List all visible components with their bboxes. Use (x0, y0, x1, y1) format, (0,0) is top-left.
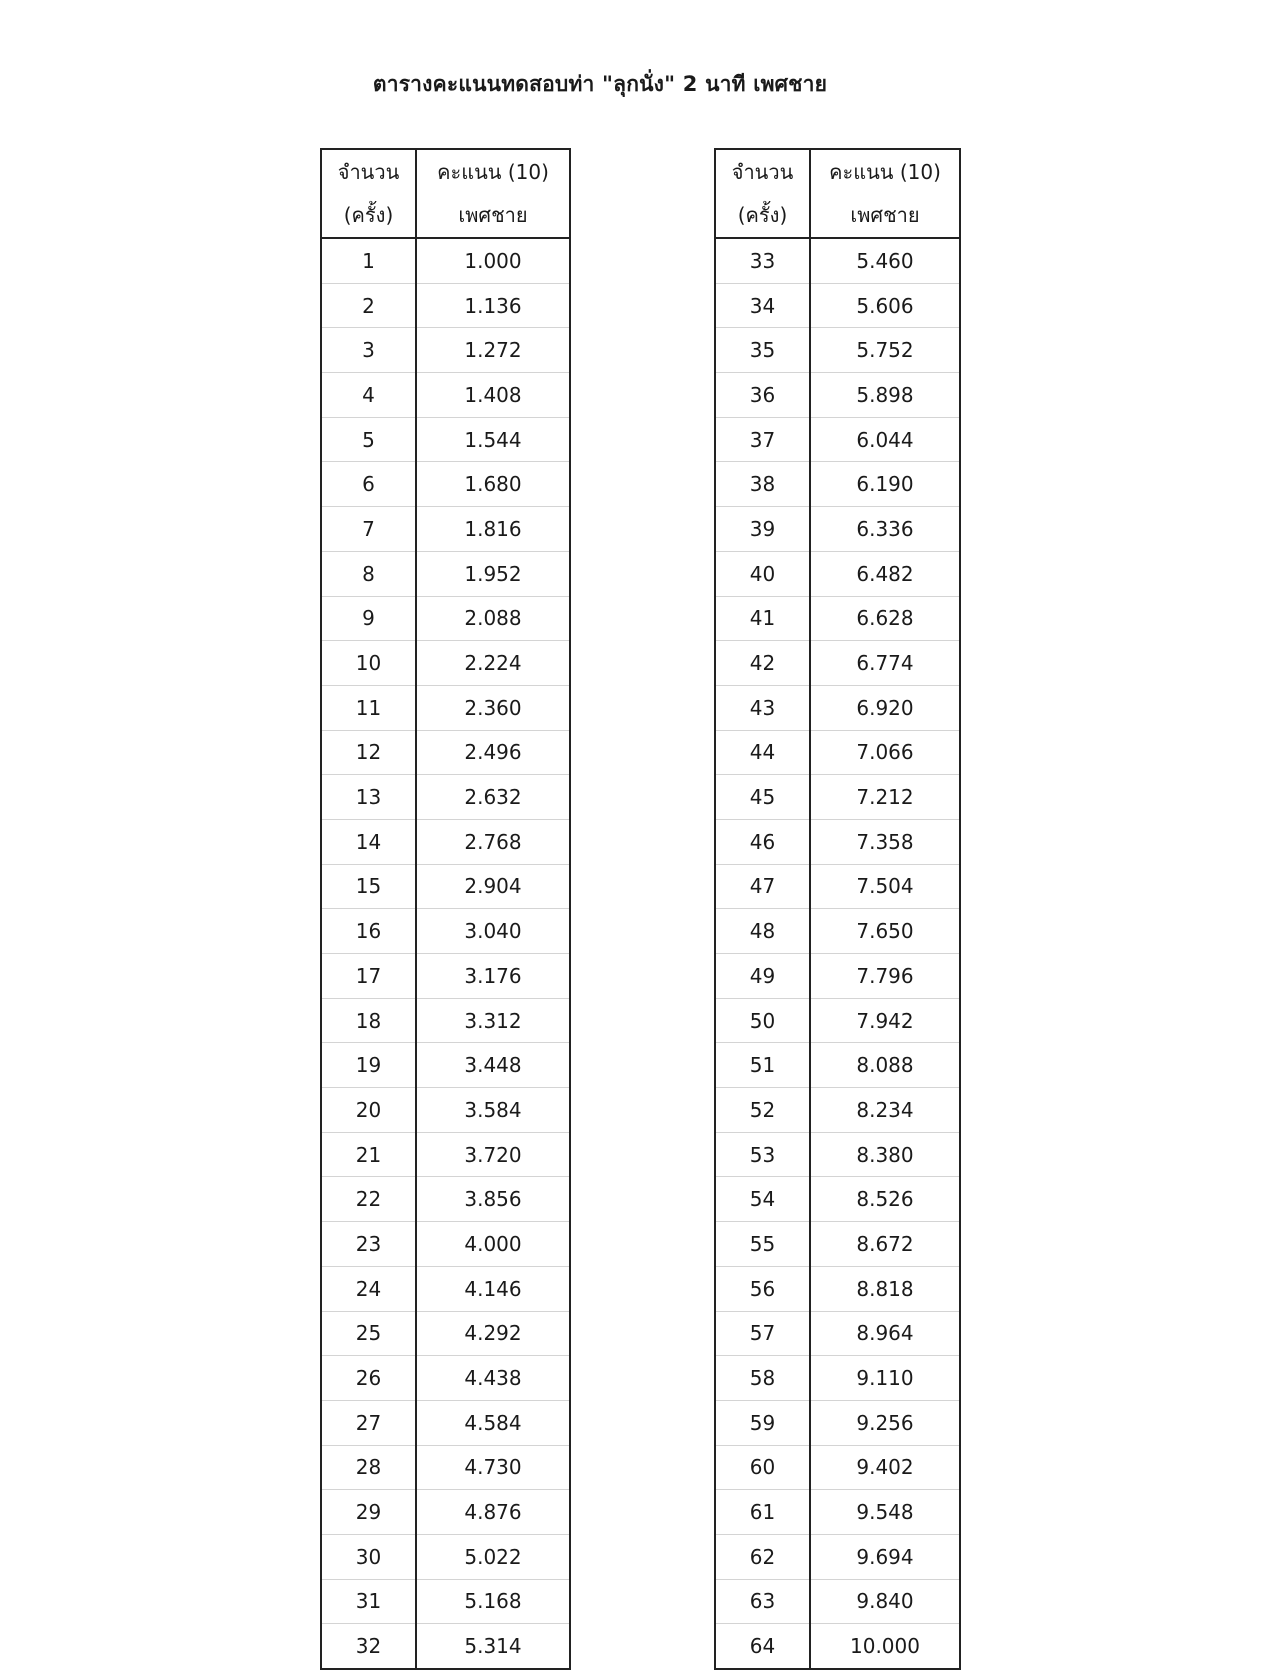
count-cell: 52 (715, 1088, 810, 1133)
score-cell: 6.044 (810, 417, 960, 462)
table-row (715, 328, 960, 373)
page-title: ตารางคะแนนทดสอบท่า "ลุกนั่ง" 2 นาที เพศชาย (372, 72, 828, 96)
count-cell: 19 (321, 1043, 416, 1088)
score-cell: 5.168 (416, 1579, 570, 1624)
score-cell: 4.584 (416, 1400, 570, 1445)
score-cell: 4.146 (416, 1266, 570, 1311)
count-cell: 28 (321, 1445, 416, 1490)
table-row (715, 909, 960, 954)
table-row (321, 507, 570, 552)
count-cell: 9 (321, 596, 416, 641)
score-cell: 3.720 (416, 1132, 570, 1177)
table-row (321, 1222, 570, 1267)
score-cell: 8.234 (810, 1088, 960, 1133)
score-cell: 5.314 (416, 1624, 570, 1669)
count-cell: 44 (715, 730, 810, 775)
count-cell: 21 (321, 1132, 416, 1177)
score-cell: 4.292 (416, 1311, 570, 1356)
score-cell: 1.816 (416, 507, 570, 552)
table-row (715, 1400, 960, 1445)
count-cell: 26 (321, 1356, 416, 1401)
score-cell: 1.000 (416, 238, 570, 283)
count-cell: 48 (715, 909, 810, 954)
count-cell: 55 (715, 1222, 810, 1267)
count-cell: 46 (715, 819, 810, 864)
score-cell: 7.358 (810, 819, 960, 864)
table-row (715, 596, 960, 641)
score-cell: 3.312 (416, 998, 570, 1043)
table-row (715, 1177, 960, 1222)
count-cell: 53 (715, 1132, 810, 1177)
table-row (321, 373, 570, 418)
score-cell: 8.526 (810, 1177, 960, 1222)
score-cell: 6.920 (810, 685, 960, 730)
score-cell: 6.628 (810, 596, 960, 641)
score-cell: 6.190 (810, 462, 960, 507)
table-row (321, 462, 570, 507)
table-row (321, 1445, 570, 1490)
count-cell: 15 (321, 864, 416, 909)
score-cell: 7.066 (810, 730, 960, 775)
table-row (715, 238, 960, 283)
score-header-line2: เพศชาย (850, 202, 920, 227)
count-cell: 6 (321, 462, 416, 507)
score-cell: 5.752 (810, 328, 960, 373)
count-cell: 39 (715, 507, 810, 552)
table-row (321, 641, 570, 686)
count-cell: 12 (321, 730, 416, 775)
count-cell: 18 (321, 998, 416, 1043)
score-cell: 6.336 (810, 507, 960, 552)
score-cell: 4.000 (416, 1222, 570, 1267)
count-header-line2: (ครั้ง) (343, 202, 394, 227)
table-row (715, 998, 960, 1043)
count-header (715, 149, 810, 238)
count-cell: 38 (715, 462, 810, 507)
count-cell: 16 (321, 909, 416, 954)
table-row (321, 1132, 570, 1177)
score-header-line1: คะแนน (10) (437, 159, 549, 184)
count-cell: 36 (715, 373, 810, 418)
count-cell: 50 (715, 998, 810, 1043)
count-cell: 23 (321, 1222, 416, 1267)
table-row (321, 596, 570, 641)
table-row (715, 462, 960, 507)
score-cell: 1.136 (416, 283, 570, 328)
count-cell: 34 (715, 283, 810, 328)
score-cell: 2.904 (416, 864, 570, 909)
score-cell: 2.496 (416, 730, 570, 775)
table-row (321, 1579, 570, 1624)
score-cell: 3.856 (416, 1177, 570, 1222)
table-row (321, 283, 570, 328)
table-row (715, 1222, 960, 1267)
count-cell: 3 (321, 328, 416, 373)
count-cell: 32 (321, 1624, 416, 1669)
score-cell: 6.774 (810, 641, 960, 686)
score-cell: 1.272 (416, 328, 570, 373)
count-cell: 56 (715, 1266, 810, 1311)
count-cell: 49 (715, 954, 810, 999)
score-cell: 9.548 (810, 1490, 960, 1535)
count-cell: 17 (321, 954, 416, 999)
count-cell: 42 (715, 641, 810, 686)
table-row (321, 909, 570, 954)
table-row (715, 551, 960, 596)
table-row (715, 864, 960, 909)
count-cell: 51 (715, 1043, 810, 1088)
table-header-row (321, 149, 570, 238)
count-cell: 54 (715, 1177, 810, 1222)
table-row (715, 1356, 960, 1401)
table-row (321, 417, 570, 462)
count-cell: 41 (715, 596, 810, 641)
score-header (416, 149, 570, 238)
table-row (321, 1534, 570, 1579)
count-cell: 59 (715, 1400, 810, 1445)
table-row (715, 1534, 960, 1579)
count-cell: 30 (321, 1534, 416, 1579)
table-row (715, 283, 960, 328)
table-row (321, 238, 570, 283)
count-header-line2: (ครั้ง) (737, 202, 788, 227)
score-cell: 2.224 (416, 641, 570, 686)
count-cell: 37 (715, 417, 810, 462)
count-cell: 8 (321, 551, 416, 596)
score-cell: 9.840 (810, 1579, 960, 1624)
score-cell: 9.402 (810, 1445, 960, 1490)
table-row (715, 1445, 960, 1490)
score-cell: 5.460 (810, 238, 960, 283)
count-cell: 40 (715, 551, 810, 596)
table-row (715, 775, 960, 820)
score-cell: 3.040 (416, 909, 570, 954)
count-cell: 11 (321, 685, 416, 730)
table-row (715, 1132, 960, 1177)
score-cell: 1.952 (416, 551, 570, 596)
table-row (321, 1266, 570, 1311)
count-cell: 2 (321, 283, 416, 328)
table-row (321, 328, 570, 373)
table-row (715, 641, 960, 686)
score-cell: 8.672 (810, 1222, 960, 1267)
count-cell: 35 (715, 328, 810, 373)
score-cell: 9.694 (810, 1534, 960, 1579)
count-header-line1: จำนวน (731, 159, 794, 184)
table-row (715, 1624, 960, 1669)
table-row (321, 1311, 570, 1356)
table-row (715, 954, 960, 999)
table-row (321, 1088, 570, 1133)
score-header-line2: เพศชาย (458, 202, 528, 227)
count-cell: 1 (321, 238, 416, 283)
count-cell: 4 (321, 373, 416, 418)
table-row (715, 507, 960, 552)
table-row (321, 998, 570, 1043)
score-cell: 7.650 (810, 909, 960, 954)
count-header-line1: จำนวน (337, 159, 400, 184)
table-row (715, 373, 960, 418)
score-cell: 5.898 (810, 373, 960, 418)
count-cell: 61 (715, 1490, 810, 1535)
count-cell: 29 (321, 1490, 416, 1535)
score-table-right-body (715, 238, 960, 1669)
table-row (321, 775, 570, 820)
table-row (321, 551, 570, 596)
score-cell: 3.176 (416, 954, 570, 999)
table-row (321, 1177, 570, 1222)
count-cell: 25 (321, 1311, 416, 1356)
score-cell: 8.380 (810, 1132, 960, 1177)
score-header (810, 149, 960, 238)
score-cell: 2.088 (416, 596, 570, 641)
score-cell: 3.448 (416, 1043, 570, 1088)
table-row (321, 685, 570, 730)
score-cell: 7.212 (810, 775, 960, 820)
score-cell: 2.632 (416, 775, 570, 820)
table-row (715, 685, 960, 730)
count-cell: 14 (321, 819, 416, 864)
table-row (715, 730, 960, 775)
score-cell: 8.088 (810, 1043, 960, 1088)
table-row (715, 1311, 960, 1356)
score-cell: 1.680 (416, 462, 570, 507)
count-cell: 31 (321, 1579, 416, 1624)
score-cell: 8.818 (810, 1266, 960, 1311)
table-row (715, 1579, 960, 1624)
count-cell: 13 (321, 775, 416, 820)
score-cell: 1.544 (416, 417, 570, 462)
score-cell: 8.964 (810, 1311, 960, 1356)
score-cell: 5.606 (810, 283, 960, 328)
score-cell: 10.000 (810, 1624, 960, 1669)
table-row (321, 1490, 570, 1535)
table-header-row (715, 149, 960, 238)
score-cell: 4.876 (416, 1490, 570, 1535)
score-table-right (714, 148, 961, 1670)
count-cell: 45 (715, 775, 810, 820)
score-cell: 7.942 (810, 998, 960, 1043)
table-row (715, 1490, 960, 1535)
count-cell: 63 (715, 1579, 810, 1624)
table-row (715, 1266, 960, 1311)
table-row (321, 954, 570, 999)
score-cell: 5.022 (416, 1534, 570, 1579)
count-cell: 24 (321, 1266, 416, 1311)
count-cell: 60 (715, 1445, 810, 1490)
count-header (321, 149, 416, 238)
table-row (715, 1043, 960, 1088)
score-cell: 7.504 (810, 864, 960, 909)
table-row (321, 1400, 570, 1445)
score-cell: 7.796 (810, 954, 960, 999)
count-cell: 58 (715, 1356, 810, 1401)
count-cell: 62 (715, 1534, 810, 1579)
count-cell: 22 (321, 1177, 416, 1222)
score-header-line1: คะแนน (10) (829, 159, 941, 184)
count-cell: 47 (715, 864, 810, 909)
score-cell: 3.584 (416, 1088, 570, 1133)
count-cell: 20 (321, 1088, 416, 1133)
table-row (321, 1043, 570, 1088)
score-cell: 9.110 (810, 1356, 960, 1401)
score-cell: 1.408 (416, 373, 570, 418)
count-cell: 57 (715, 1311, 810, 1356)
score-table-left (320, 148, 571, 1670)
count-cell: 64 (715, 1624, 810, 1669)
score-cell: 6.482 (810, 551, 960, 596)
score-cell: 9.256 (810, 1400, 960, 1445)
count-cell: 27 (321, 1400, 416, 1445)
table-row (321, 1356, 570, 1401)
table-row (321, 1624, 570, 1669)
table-row (321, 864, 570, 909)
count-cell: 5 (321, 417, 416, 462)
score-cell: 2.360 (416, 685, 570, 730)
count-cell: 7 (321, 507, 416, 552)
count-cell: 33 (715, 238, 810, 283)
score-cell: 4.730 (416, 1445, 570, 1490)
score-cell: 2.768 (416, 819, 570, 864)
table-row (715, 1088, 960, 1133)
count-cell: 43 (715, 685, 810, 730)
count-cell: 10 (321, 641, 416, 686)
table-row (321, 819, 570, 864)
table-row (715, 417, 960, 462)
table-row (715, 819, 960, 864)
score-table-left-body (321, 238, 570, 1669)
table-row (321, 730, 570, 775)
score-cell: 4.438 (416, 1356, 570, 1401)
